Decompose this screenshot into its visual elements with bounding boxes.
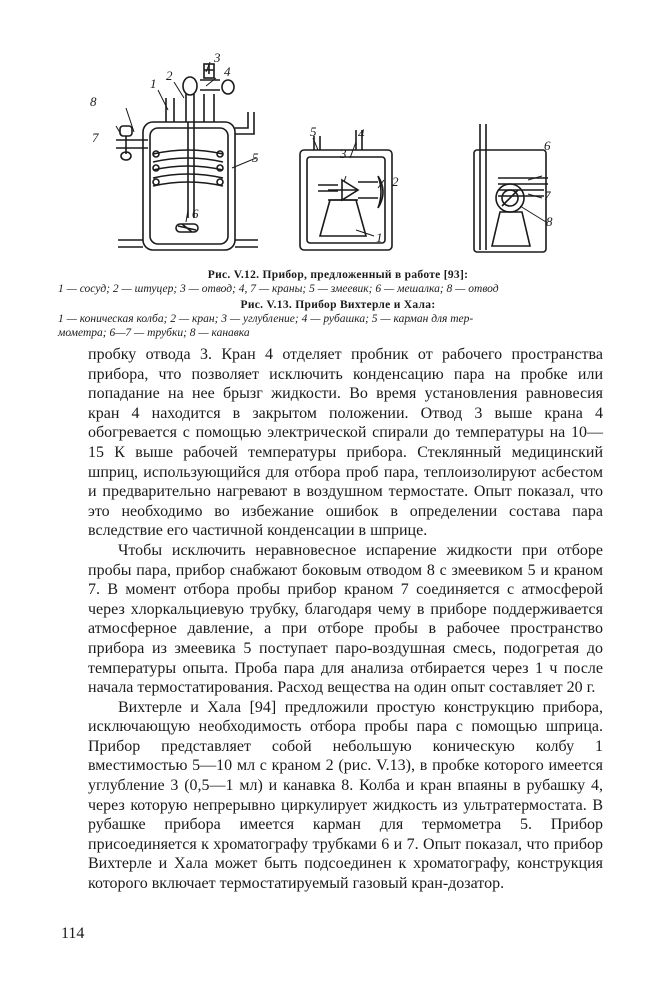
fig12-label-8: 8 [90,94,97,109]
page-number: 114 [61,925,85,942]
body-text [88,345,603,894]
fig13-label-4: 4 [358,126,365,141]
paragraph-1: пробку отвода 3. Кран 4 отделяет пробник от рабочего пространства прибора, что позволяет исключить конденсацию пара на пробке или попадание на нее брызг жидкости. Во время установления равновесия кран 4 находится в закрытом положении. Отвод 3 выше крана 4 обогревается с помощью электрической спирали до температуры на 10—15 К выше рабочей температуры прибора. Стеклянный медицинский шприц, использующийся для отбора проб пара, теплоизолируют асбестом и предварительно нагревают в воздушном термостате. Опыт показал, что это необходимо во избежание ошибок в определении состава пара вследствие его частичной конденсации в шприце. [88,346,603,540]
fig13-label-1: 1 [376,230,383,245]
fig12-label-3: 3 [214,50,221,65]
fig12-label-5: 5 [252,150,259,165]
figure-illustrations [88,50,598,265]
fig12-caption-title: Рис. V.12. Прибор, предложенный в работе [93]: [207,269,469,281]
fig12-apparatus-drawing [116,62,258,250]
fig13-caption-legend-line2: мометра; 6—7 — трубки; 8 — канавка [58,327,250,339]
fig12-label-2: 2 [166,68,173,83]
paragraph-2: Чтобы исключить неравновесное испарение жидкости при отборе пробы пара, прибор снабжают боковым отводом 8 с змеевиком 5 и краном 7. В момент отбора пробы прибор краном 7 соединяется с атмосферой через хлоркальциевую трубку, благодаря чему в приборе поддерживается атмосферное давление, а при отборе пробы в рабочее пространство прибора из змеевика 5 поступает паро-воздушная смесь, подогретая до температуры опыта. Проба пара для анализа отбирается через 1 ч после начала термостатирования. Расход вещества на один опыт составляет 20 г. [88,541,603,697]
fig12-label-6: 6 [192,206,199,221]
fig13-caption-title: Рис. V.13. Прибор Вихтерле и Хала: [240,299,436,311]
fig12-label-1: 1 [150,76,157,91]
fig13b-label-8: 8 [546,214,553,229]
fig13-label-5: 5 [310,124,317,139]
fig13b-apparatus-drawing [474,124,548,252]
fig13-label-3: 3 [340,146,347,161]
fig13-label-2: 2 [392,174,399,189]
apparatus-drawings [88,50,598,265]
fig12-label-7: 7 [92,130,99,145]
fig12-caption-legend: 1 — сосуд; 2 — штуцер; 3 — отвод; 4, 7 — краны; 5 — змеевик; 6 — мешалка; 8 — отвод [58,283,499,295]
fig12-caption [58,268,618,296]
fig13b-label-6: 6 [544,138,551,153]
fig12-label-4: 4 [224,64,231,79]
paragraph-3: Вихтерле и Хала [94] предложили простую конструкцию прибора, исключающую необходимость отбора пробы пара с помощью шприца. Прибор представляет собой небольшую коническую колбу 1 вместимостью 5—10 мл с краном 2 (рис. V.13), в пробке которого имеется углубление 3 (0,5—1 мл) и канавка 8. Колба и кран впаяны в рубашку 4, через которую непрерывно циркулирует жидкость из ультратермостата. В рубашке прибора имеется карман для термометра 5. Прибор присоединяется к хроматографу трубками 6 и 7. Опыт показал, что прибор Вихтерле и Хала может быть подсоединен к хроматографу, конструкция которого включает термостатируемый газовый кран-дозатор. [88,698,603,893]
fig13-caption [58,298,618,340]
fig13-caption-legend-line1: 1 — коническая колба; 2 — кран; 3 — углубление; 4 — рубашка; 5 — карман для тер- [58,313,474,325]
fig13b-label-7: 7 [544,188,551,203]
